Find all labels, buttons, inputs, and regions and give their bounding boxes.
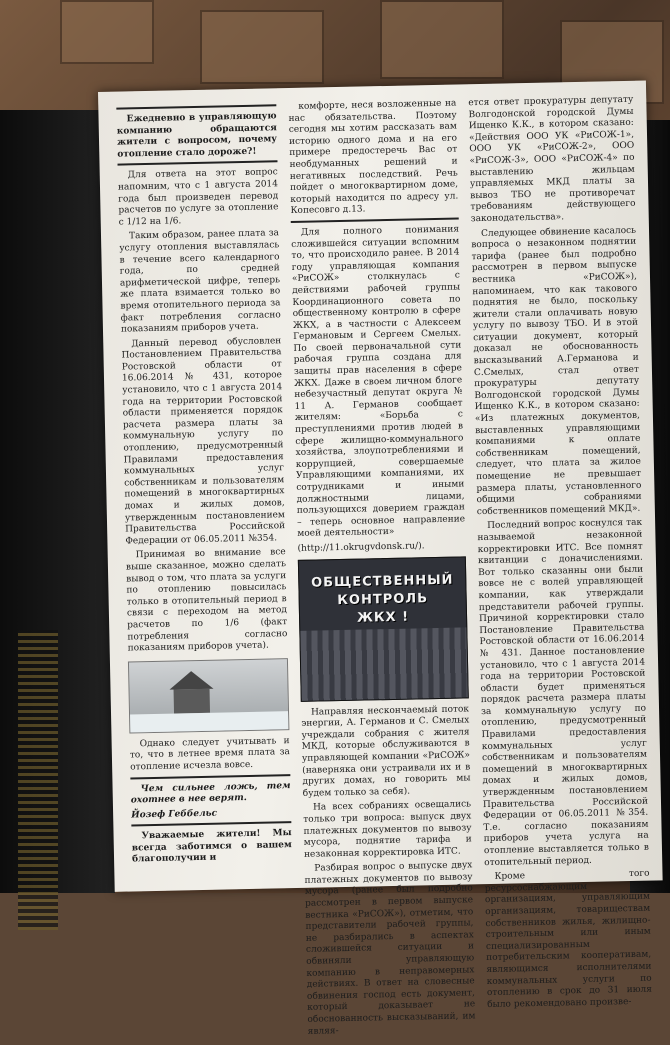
bag-zipper xyxy=(18,630,58,930)
quote-author: Йозеф Геббельс xyxy=(131,808,218,821)
paragraph: Кроме того ресурсоснабжающим организациям, управляющим организациям, товариществам собственников жилья, жилищно-строительным или иным специализированным потребительским кооперативам, являющимся исполнителями коммунальных услуги по отоплению в срок до 31 июля было рекомендовано произве- xyxy=(484,868,653,1010)
intro-question: Ежедневно в управляющую компанию обращаются жители с вопросом, почему отопление стало дороже?! xyxy=(116,111,278,160)
paragraph: Направляя нескончаемый поток энергии, А. Германов и С. Смелых учреждали собрания с жителя МКД, которые обслуживаются в управляющей компании «РиСОЖ» (наверняка они устраивали их и в других домах, но говорить мы будем только за себя). xyxy=(301,703,471,799)
blog-link[interactable]: (http://11.okrugvdonsk.ru/). xyxy=(297,541,425,554)
paragraph: Однако следует учитывать и то, что в летнее время плата за отопление исчезла вовсе. xyxy=(129,735,290,773)
ice-ground xyxy=(130,711,288,732)
paragraph: Данный перевод обусловлен Постановлением Правительства Ростовской области от 16.06.2014 № 431, которое установило, что с 1 августа 2014 года на территории Ростовской области применяется порядок расчета размера платы за коммунальную услугу по отоплению, предусмотренный Правилами предоставления коммунальных услуг собственникам и пользователям помещений в многоквартирных домах и жилых домов, утвержденным постановлением Правительства Российской Федерации от 06.05.2011 №354. xyxy=(121,335,286,547)
house-roof xyxy=(169,670,213,689)
column-3 xyxy=(468,95,652,1015)
paragraph: Следующее обвинение касалось вопроса о незаконном поднятии тарифа (ранее был подробно рассмотрен в первом выпуске вестника «РиСОЖ»), напоминаем, что как такового поднятия не было, поскольку жители стали оплачивать новую услугу по вывозу ТБО. И в этой ситуации документ, который доказал не обоснованность высказываний А.Германова и С.Смелых, стал ответ прокуратуры депутату Волгодонской городской Думы Ищенко К.К., в котором сказано: «Из платежных документов, выставленных управляющими компаниями к оплате собственникам помещений, следует, что плата за жилое помещение не превышает размера платы, установленного общими собраниями собственников помещений МКД». xyxy=(471,225,642,517)
newsletter-page xyxy=(98,81,663,1037)
column-2 xyxy=(288,98,476,1040)
floor-tile xyxy=(60,0,154,64)
paragraph: Для полного понимания сложившейся ситуации вспомним то, что происходило ранее. В 2014 году управляющая компания «РиСОЖ» столкнулась с действиями рабочей группы Координационного совета по общественному контролю в сфере ЖКХ, а в частности с Алексеем Германовым и Сергеем Смелых. По своей первоначальной сути рабочая группа создана для защиты прав населения в сфере ЖКХ. Даже в своем личном блоге небезучастный депутат округа № 11 А. Германов сообщает жителям: «Борьба с преступлениями против людей в сфере жилищно-коммунального хозяйства, злоупотреблениями и коррупцией, совершаемые Управляющими компаниями, их сотрудниками и иными должностными лицами, пользующихся доверием граждан – теперь основное направление моей деятельности» xyxy=(291,224,466,540)
winter-house-photo xyxy=(128,658,289,733)
paragraph: Последний вопрос коснулся так называемой незаконной корректировки ИТС. Все помнят квитанции с доначислениями. Вот только сказанны они были вовсе не с волей управляющей компании, как утверждали представители рабочей группы. Причиной корректировки стало Постановление Правительства Ростовской области от 16.06.2014 № 431. Данное постановление установило, что с 1 августа 2014 года на территории Ростовской области будет применяться порядок расчета размера платы за коммунальную услугу по отоплению, предусмотренный Правилами предоставления коммунальных услуг собственникам и пользователям помещений в многоквартирных домах и жилых домов, утвержденным постановлением Правительства Российской Федерации от 06.05.2011 №354. Т.е. согласно показаниям приборов учета услуга на отопление выставляется только в отопительный период. xyxy=(477,518,650,868)
divider xyxy=(116,104,276,109)
paragraph: Принимая во внимание все выше сказанное, можно сделать вывод о том, что плата за услуги по отоплению повысилась только в отопительный период в связи с переходом на метод расчетов по 1/6 (факт потребления согласно показаниям приборов учета). xyxy=(125,547,288,654)
floor-tile xyxy=(200,10,324,84)
column-1 xyxy=(116,102,292,869)
quote-text: Чем сильнее ложь, тем охотнее в нее верят. xyxy=(130,780,291,806)
paragraph: Разбирая вопрос о выпуске двух платежных документов по вывозу мусора (ранее был подробно рассмотрен в первом выпуске вестника «РиСОЖ»), отметим, что представители рабочей группы, не разбирались в аспектах сложившейся ситуации и обвиняли управляющую компанию в неправомерных действиях. В ответ на словесные обвинения господ есть документ, который доказывает не обоснованность высказываний, им являя- xyxy=(304,860,476,1037)
paragraph: Таким образом, ранее плата за услугу отопления выставлялась в течение всего календарного года, по средней арифметической цифре, теперь же плата взимается только во время отопительного периода за факт потребления согласно показаниям приборов учета. xyxy=(119,228,281,335)
banner-line: ОБЩЕСТВЕННЫЙ xyxy=(310,572,454,591)
crowd-image xyxy=(300,627,467,700)
paragraph: На всех собраниях освещались только три вопроса: выпуск двух платежных документов по вывозу мусора, поднятие тарифа и незаконная корректировка ИТС. xyxy=(303,799,472,860)
black-bag xyxy=(0,110,115,893)
floor-tile xyxy=(380,0,504,79)
paragraph: ется ответ прокуратуры депутату Волгодонской городской Думы Ищенко К.К., в котором сказано: «Действия ООО УК «РиСОЖ-1», ООО УК «РиСОЖ-2», ООО «РиСОЖ-3», ООО «РиСОЖ-4» по выставлению жильцам управляемых МКД платы за вывоз ТБО не противоречат требованиям действующего законодательства». xyxy=(468,94,636,225)
divider xyxy=(291,217,459,223)
divider xyxy=(131,821,291,826)
divider xyxy=(118,161,278,166)
public-control-banner xyxy=(298,556,469,701)
banner-line: КОНТРОЛЬ xyxy=(337,590,429,608)
house-body xyxy=(174,689,210,714)
paragraph: Уважаемые жители! Мы всегда заботимся о вашем благополучии и xyxy=(131,828,292,865)
banner-title xyxy=(307,571,458,628)
banner-line: ЖКХ ! xyxy=(356,609,410,626)
divider xyxy=(130,774,290,779)
paragraph: Для ответа на этот вопрос напомним, что с 1 августа 2014 года был произведен перевод расчетов по услуге за отопление с 1/12 на 1/6. xyxy=(117,167,279,228)
paragraph: комфорте, неся возложенные на нас обязательства. Поэтому сегодня мы хотим рассказать вам историю одного дома и на его примере предостеречь Вас от необдуманных решений и негативных последствий. Речь пойдет о многоквартирном доме, который находится по адресу ул. Копесовго д.13. xyxy=(288,98,459,217)
